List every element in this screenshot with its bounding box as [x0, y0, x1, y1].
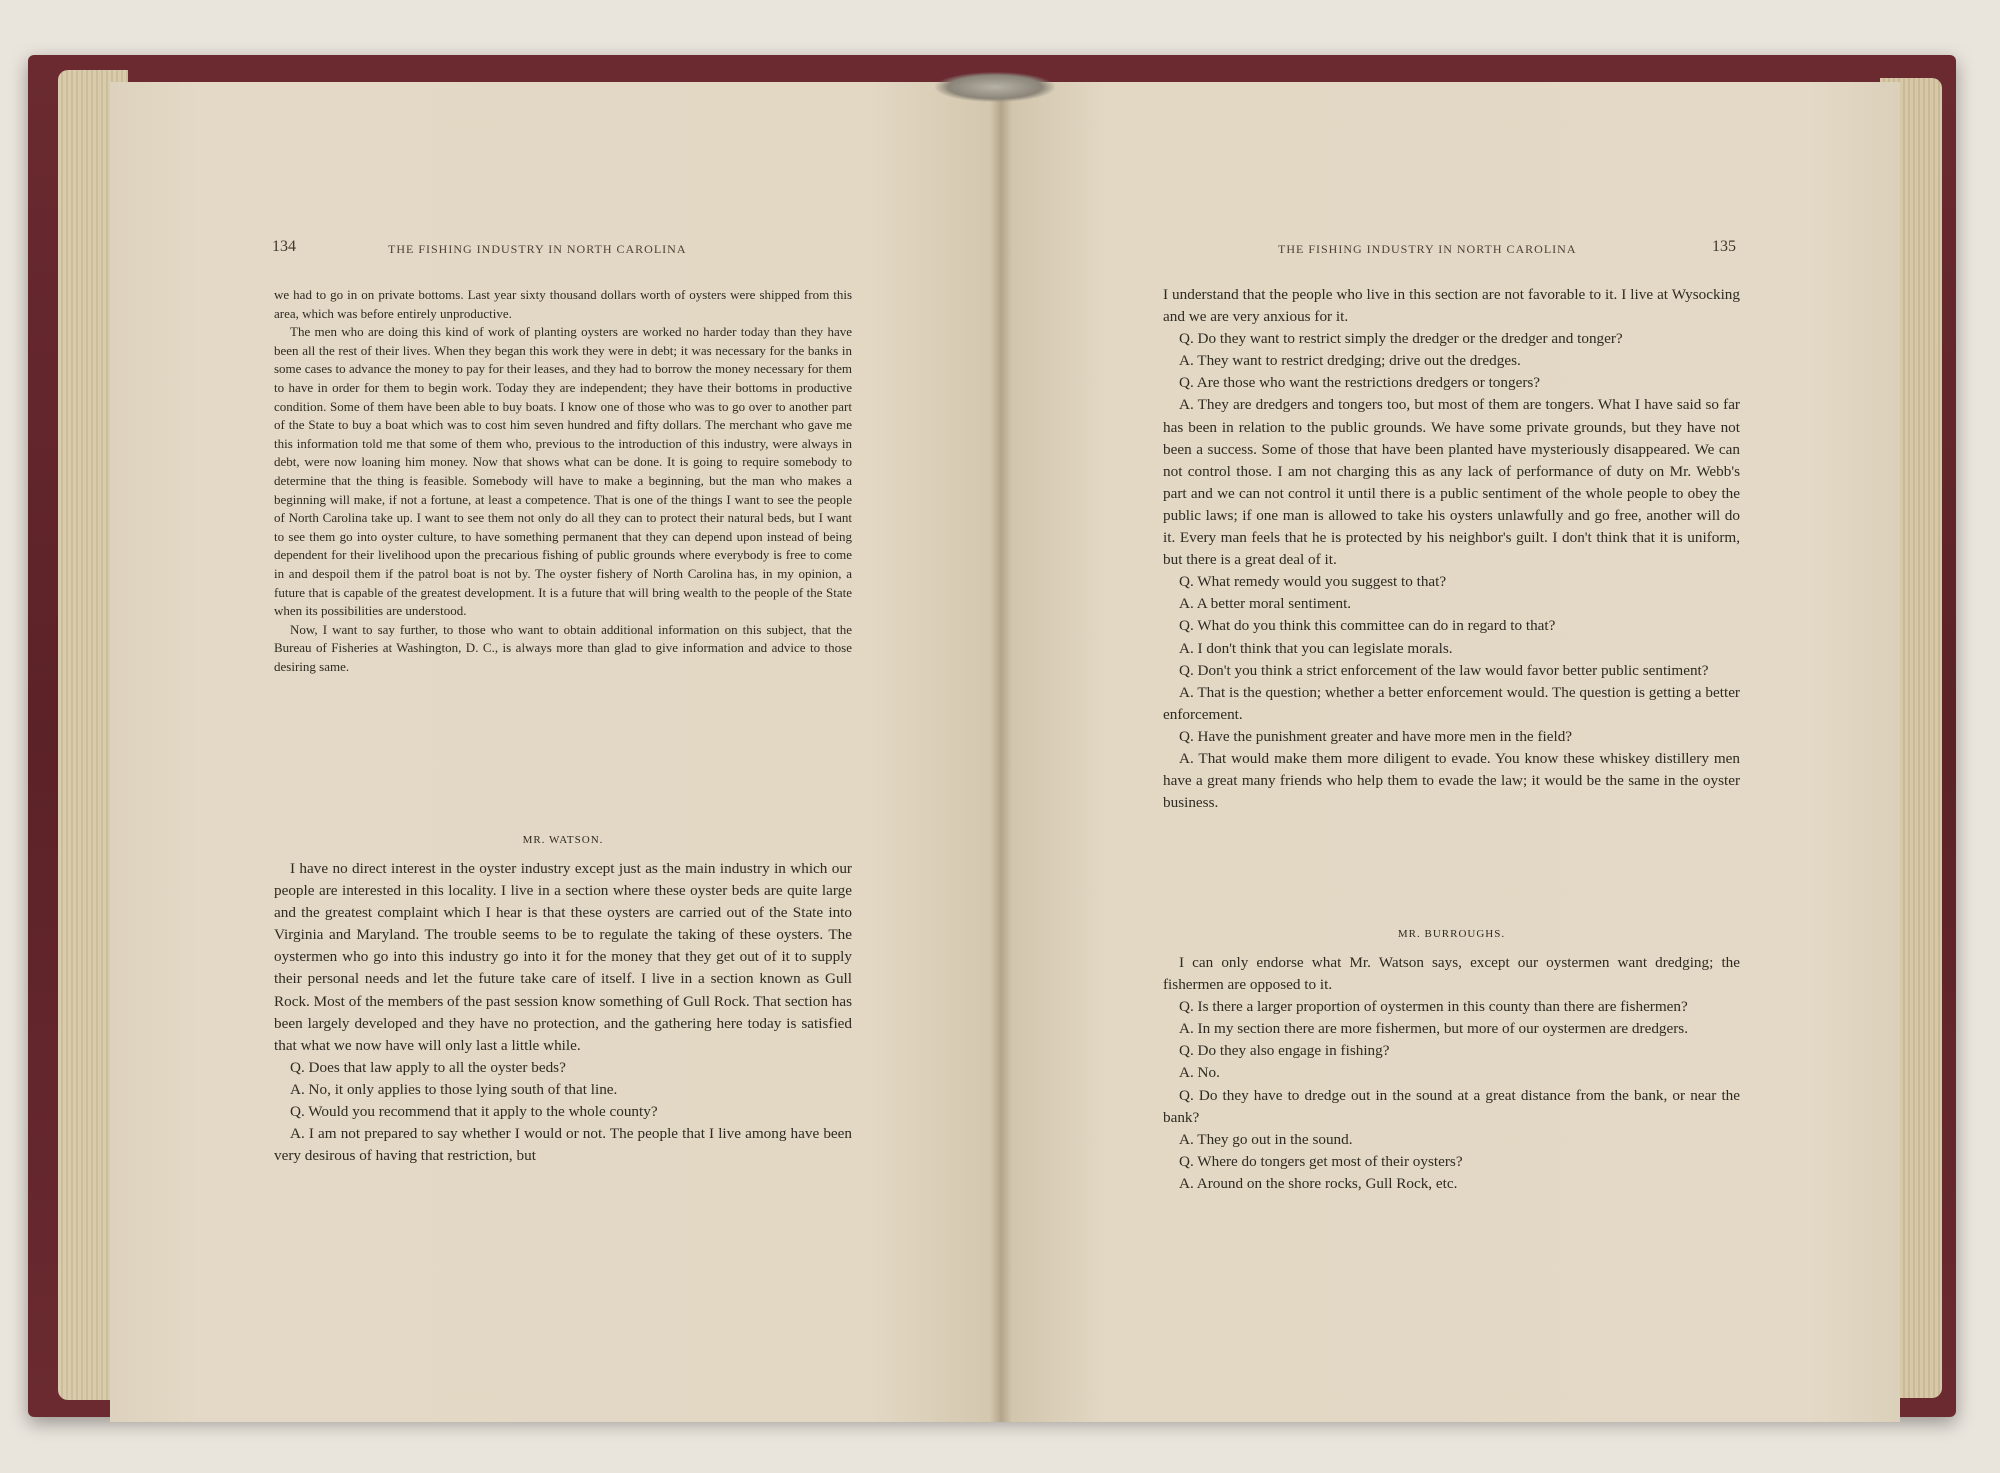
answer: A. No.: [1179, 1064, 1220, 1082]
answer: A. I don't think that you can legislate morals.: [1179, 639, 1453, 657]
question: Q. Do they have to dredge out in the sound at a great distance from the bank, or near the bank?: [1163, 1086, 1740, 1126]
right-column-bottom: [1163, 912, 1740, 1195]
right-running-head: THE FISHING INDUSTRY IN NORTH CAROLINA: [1278, 242, 1577, 256]
left-column-bottom: [274, 826, 852, 1167]
left-page: [110, 82, 1000, 1422]
answer: A. That would make them more diligent to evade. You know these whiskey distillery men have a great many friends who help them to evade the law; it would be the same in the oyster business.: [1163, 749, 1740, 812]
answer: A. That is the question; whether a better enforcement would. The question is getting a better enforcement.: [1163, 683, 1740, 723]
question: Q. What remedy would you suggest to that?: [1179, 573, 1447, 591]
speaker-heading-burroughs: MR. BURROUGHS.: [1397, 928, 1506, 940]
paragraph: we had to go in on private bottoms. Last year sixty thousand dollars worth of oysters were shipped from this area, which was before entirely unproductive.: [274, 287, 852, 321]
book-gutter: [990, 82, 1012, 1422]
question: Q. Don't you think a strict enforcement of the law would favor better public sentiment?: [1179, 661, 1709, 679]
question: Q. Does that law apply to all the oyster beds?: [290, 1058, 566, 1076]
question: Q. Is there a larger proportion of oystermen in this county than there are fishermen?: [1179, 998, 1688, 1016]
answer: A. They are dredgers and tongers too, but most of them are tongers. What I have said so far has been in relation to the public grounds. We have some private grounds, but they have not been a success. Some of those that have been planted have mysteriously disappeared. We can not control those. I am not charging this as any lack of performance of duty on Mr. Webb's part and we can not control it until there is a public sentiment of the whole people to obey the public laws; if one man is allowed to take his oysters unlawfully and go free, another will do it. Every man feels that he is protected by his neighbor's guilt. I don't think that it is uniform, but there is a great deal of it.: [1163, 396, 1740, 569]
question: Q. What do you think this committee can do in regard to that?: [1179, 617, 1556, 635]
left-column-top: [274, 286, 852, 676]
paragraph: I understand that the people who live in this section are not favorable to it. I live at Wysocking and we are very anxious for it.: [1163, 286, 1740, 326]
question: Q. Would you recommend that it apply to the whole county?: [290, 1103, 658, 1121]
question: Q. Do they also engage in fishing?: [1179, 1042, 1390, 1060]
right-page-number: 135: [1712, 238, 1736, 255]
paragraph: The men who are doing this kind of work of planting oysters are worked no harder today than they have been all the rest of their lives. When they began this work they were in debt; it was necessary for the banks in some cases to advance the money to pay for their leases, and they had to borrow the money necessary for them to have in order for them to begin work. Today they are independent; they have their bottoms in productive condition. Some of them have been able to buy boats. I know one of those who was to go over to another part of the State to buy a boat which was to cost him seven hundred and fifty dollars. The merchant who gave me this information told me that some of them who, previous to the introduction of this industry, were always in debt, were now loaning him money. Now that shows what can be done. It is going to require somebody to determine that the thing is feasible. Somebody will have to make a beginning, but the man who makes a beginning will make, if not a fortune, at least a competence. That is one of the things I want to see the people of North Carolina take up. I want to see them not only do all they can to protect their natural beds, but I want to see them go into oyster culture, to have something permanent that they can depend upon instead of being dependent for their livelihood upon the precarious fishing of public grounds where everybody is free to come in and despoil them if the patrol boat is not by. The oyster fishery of North Carolina has, in my opinion, a future that is capable of the greatest development. It is a future that will bring wealth to the people of the State when its possibilities are understood.: [274, 324, 852, 619]
answer: A. I am not prepared to say whether I would or not. The people that I live among have been very desirous of having that restriction, but: [274, 1125, 852, 1165]
speaker-heading-watson: MR. WATSON.: [522, 834, 604, 846]
spine-binding: [935, 72, 1055, 102]
question: Q. Where do tongers get most of their oysters?: [1179, 1152, 1463, 1170]
paragraph: I can only endorse what Mr. Watson says, except our oystermen want dredging; the fishermen are opposed to it.: [1163, 954, 1740, 994]
left-running-head: THE FISHING INDUSTRY IN NORTH CAROLINA: [388, 242, 687, 256]
answer: A. Around on the shore rocks, Gull Rock, etc.: [1179, 1174, 1458, 1192]
question: Q. Do they want to restrict simply the dredger or the dredger and tonger?: [1179, 330, 1623, 348]
left-page-number: 134: [272, 238, 296, 255]
paragraph: Now, I want to say further, to those who want to obtain additional information on this subject, that the Bureau of Fisheries at Washington, D. C., is always more than glad to give information and advice to those desiring same.: [274, 621, 852, 674]
question: Q. Have the punishment greater and have more men in the field?: [1179, 727, 1573, 745]
answer: A. A better moral sentiment.: [1179, 595, 1352, 613]
answer: A. They go out in the sound.: [1179, 1130, 1353, 1148]
question: Q. Are those who want the restrictions dredgers or tongers?: [1179, 374, 1541, 392]
answer: A. They want to restrict dredging; drive out the dredges.: [1179, 352, 1521, 370]
answer: A. No, it only applies to those lying south of that line.: [290, 1080, 618, 1098]
answer: A. In my section there are more fishermen, but more of our oystermen are dredgers.: [1179, 1020, 1689, 1038]
right-column-top: [1163, 284, 1740, 814]
paragraph: I have no direct interest in the oyster industry except just as the main industry in which our people are interested in this locality. I live in a section where these oyster beds are quite large and the greatest complaint which I hear is that these oysters are carried out of the State into Virginia and Maryland. The trouble seems to be to regulate the taking of these oysters. The oystermen who go into this industry go into it for the money that they get out of it to supply their personal needs and let the future take care of itself. I live in a section known as Gull Rock. Most of the members of the past session know something of Gull Rock. That section has been largely developed and they have no protection, and the gathering here today is satisfied that what we now have will only last a little while.: [274, 860, 852, 1054]
